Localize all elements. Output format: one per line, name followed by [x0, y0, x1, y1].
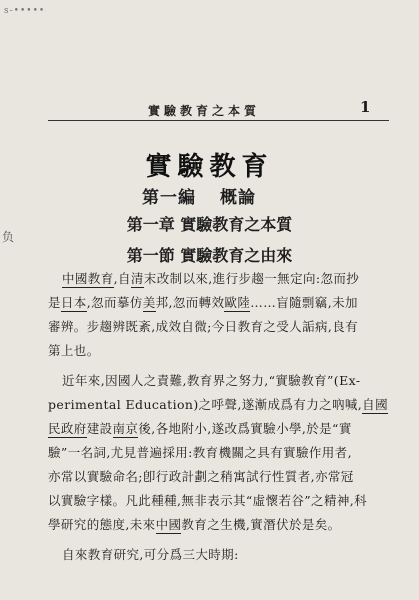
body-line: 中國教育,自清末改制以來,進行步趨一無定向:忽而抄	[62, 271, 360, 286]
body-line: 以實驗字樣。凡此種種,無非表示其“虛懷若谷”之精神,科	[48, 493, 368, 508]
part-name: 概論	[220, 188, 256, 208]
body-line: 是日本,忽而摹仿美邦,忽而轉效歐陸……盲隨剽竊,未加	[48, 295, 358, 310]
body-line: 第上也。	[48, 343, 100, 358]
proper-noun: 歐陸	[224, 295, 251, 310]
body-line: 自來教育研究,可分爲三大時期:	[62, 547, 239, 562]
book-title: 實驗教育	[145, 152, 274, 182]
body-line: 亦常以實驗命名;卽行政計劃之稍寓試行性質者,亦常冠	[48, 469, 354, 484]
body-line: 民政府建設南京後,各地附小,遂改爲實驗小學,於是“實	[48, 421, 352, 436]
body-line: 審辨。步趨辨既紊,成效自微;今日教育之受人詬病,良有	[48, 319, 359, 334]
proper-noun: 中國	[155, 517, 182, 532]
proper-noun: 南京	[112, 421, 139, 436]
header-rule	[48, 120, 389, 121]
proper-noun: 清	[130, 271, 144, 286]
proper-noun: 中國教育	[62, 271, 114, 286]
body-line: 近年來,因國人之責難,教育界之努力,“實驗教育”(Ex-	[62, 373, 361, 388]
body-line: 學研究的態度,未來中國教育之生機,實潛伏於是矣。	[48, 517, 341, 532]
body-line: perimental Education)之呼聲,遂漸成爲有力之吶喊,自國	[48, 397, 388, 412]
page-number: 1	[360, 98, 371, 116]
body-line: 驗”一名詞,尤見普遍採用:教育機關之具有實驗作用者,	[48, 445, 352, 460]
proper-noun: 自國	[362, 397, 388, 412]
running-head: 實驗教育之本質	[148, 104, 261, 118]
margin-mark: 负	[2, 230, 15, 244]
part-title	[142, 183, 256, 208]
proper-noun: 日本	[60, 295, 87, 310]
proper-noun: 民政府	[48, 421, 87, 436]
part-label: 第一編	[142, 188, 196, 208]
library-stamp: s-•••••	[4, 6, 46, 16]
proper-noun: 美	[142, 295, 156, 310]
section-title: 第一節 實驗教育之由來	[126, 246, 293, 265]
chapter-title: 第一章 實驗教育之本質	[126, 215, 293, 234]
